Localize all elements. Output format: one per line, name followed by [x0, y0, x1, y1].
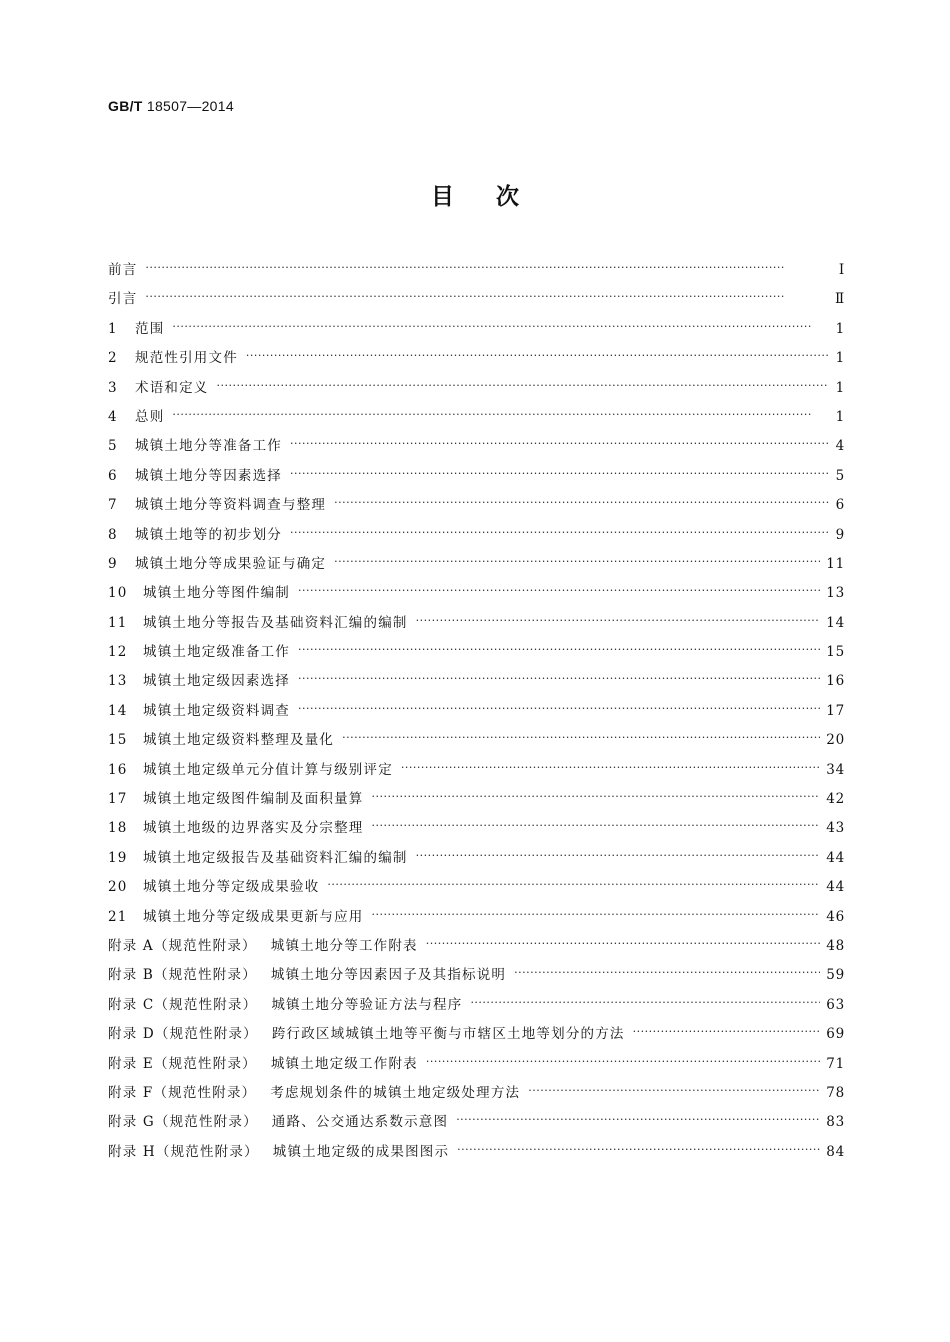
toc-entry-page: 63	[826, 996, 845, 1013]
toc-entry-number: 21	[108, 908, 128, 925]
toc-entry-page: 20	[826, 732, 845, 749]
toc-entry-label: 跨行政区域城镇土地等平衡与市辖区土地等划分的方法	[271, 1026, 625, 1043]
toc-entry-page: 59	[826, 967, 845, 984]
toc-entry-front[interactable]	[108, 285, 845, 314]
toc-leader-dots	[528, 1076, 820, 1105]
toc-entry-label: 城镇土地定级资料调查	[143, 702, 290, 719]
toc-entry-page: 84	[826, 1143, 845, 1160]
toc-entry-number: 11	[108, 614, 128, 631]
toc-entry-chapter[interactable]	[108, 432, 845, 461]
toc-leader-dots	[246, 341, 829, 370]
toc-leader-dots	[372, 900, 821, 929]
toc-entry-page: 83	[826, 1114, 845, 1131]
toc-entry-label: 引言	[108, 291, 138, 308]
toc-annex-tag: 附录 D（规范性附录）	[108, 1026, 258, 1043]
toc-entry-label: 城镇土地分等报告及基础资料汇编的编制	[143, 614, 408, 631]
toc-entry-number: 15	[108, 732, 128, 749]
toc-leader-dots	[416, 841, 821, 870]
toc-entry-page: 4	[835, 438, 845, 455]
toc-entry-label: 城镇土地分等工作附表	[270, 937, 418, 954]
toc-leader-dots	[342, 723, 820, 752]
toc-entry-annex[interactable]	[108, 1138, 845, 1167]
toc-leader-dots	[372, 782, 821, 811]
toc-entry-page: 1	[835, 408, 845, 425]
toc-entry-page: 43	[826, 820, 845, 837]
toc-entry-annex[interactable]	[108, 1108, 845, 1137]
toc-entry-chapter[interactable]	[108, 374, 845, 403]
toc-entry-label: 城镇土地定级因素选择	[143, 673, 290, 690]
toc-entry-chapter[interactable]	[108, 491, 845, 520]
toc-leader-dots	[334, 547, 820, 576]
toc-entry-label: 城镇土地定级单元分值计算与级别评定	[143, 761, 393, 778]
toc-entry-number: 4	[108, 408, 118, 425]
toc-entry-number: 1	[108, 320, 118, 337]
page-title: 目次	[431, 184, 561, 210]
toc-entry-label: 城镇土地定级工作附表	[270, 1055, 418, 1072]
toc-entry-label: 考虑规划条件的城镇土地定级处理方法	[270, 1084, 521, 1101]
toc-entry-chapter[interactable]	[108, 667, 845, 696]
toc-entry-annex[interactable]	[108, 1050, 845, 1079]
toc-entry-number: 18	[108, 820, 128, 837]
toc-leader-dots	[290, 518, 829, 547]
toc-entry-number: 8	[108, 526, 118, 543]
toc-entry-number: 13	[108, 673, 128, 690]
toc-leader-dots	[298, 576, 820, 605]
toc-entry-label: 城镇土地分等图件编制	[143, 585, 290, 602]
toc-entry-label: 总则	[135, 408, 165, 425]
toc-entry-page: 1	[835, 320, 845, 337]
toc-entry-annex[interactable]	[108, 932, 845, 961]
toc-leader-dots	[145, 253, 829, 282]
toc-entry-label: 通路、公交通达系数示意图	[271, 1114, 449, 1131]
toc-entry-chapter[interactable]	[108, 609, 845, 638]
toc-entry-chapter[interactable]	[108, 756, 845, 785]
toc-entry-page: 5	[835, 467, 845, 484]
toc-entry-label: 城镇土地定级图件编制及面积量算	[143, 791, 364, 808]
toc-leader-dots	[172, 400, 829, 429]
toc-leader-dots	[401, 753, 820, 782]
toc-leader-dots	[633, 1017, 821, 1046]
toc-entry-front[interactable]	[108, 256, 845, 285]
toc-entry-chapter[interactable]	[108, 697, 845, 726]
standard-number: 18507—2014	[146, 98, 234, 114]
toc-entry-page: 16	[826, 673, 845, 690]
toc-entry-label: 城镇土地分等因素选择	[135, 467, 282, 484]
toc-entry-page: 44	[826, 849, 845, 866]
toc-annex-tag: 附录 E（规范性附录）	[108, 1055, 257, 1072]
toc-entry-page: 78	[826, 1084, 845, 1101]
toc-leader-dots	[456, 1105, 820, 1134]
toc-entry-label: 城镇土地定级资料整理及量化	[143, 732, 335, 749]
toc-entry-chapter[interactable]	[108, 726, 845, 755]
toc-entry-label: 城镇土地分等成果验证与确定	[135, 555, 327, 572]
toc-entry-number: 9	[108, 555, 118, 572]
toc-annex-tag: 附录 A（规范性附录）	[108, 937, 257, 954]
toc-entry-chapter[interactable]	[108, 814, 845, 843]
toc-entry-label: 城镇土地定级报告及基础资料汇编的编制	[143, 849, 408, 866]
toc-entry-page: 71	[826, 1055, 845, 1072]
toc-entry-number: 5	[108, 438, 118, 455]
toc-entry-label: 城镇土地定级准备工作	[143, 644, 290, 661]
toc-entry-label: 城镇土地分等资料调查与整理	[135, 497, 327, 514]
toc-entry-annex[interactable]	[108, 1020, 845, 1049]
toc-entry-label: 城镇土地级的边界落实及分宗整理	[143, 820, 364, 837]
toc-entry-annex[interactable]	[108, 991, 845, 1020]
toc-leader-dots	[298, 664, 820, 693]
toc-entry-chapter[interactable]	[108, 873, 845, 902]
toc-entry-page: 13	[826, 585, 845, 602]
toc-entry-number: 19	[108, 849, 128, 866]
toc-entry-number: 7	[108, 497, 118, 514]
toc-leader-dots	[470, 988, 820, 1017]
toc-entry-number: 17	[108, 791, 128, 808]
toc-entry-label: 规范性引用文件	[135, 350, 238, 367]
toc-leader-dots	[327, 870, 820, 899]
toc-leader-dots	[217, 371, 830, 400]
toc-leader-dots	[514, 958, 820, 987]
toc-entry-chapter[interactable]	[108, 521, 845, 550]
toc-leader-dots	[426, 929, 820, 958]
toc-entry-label: 前言	[108, 262, 138, 278]
toc-annex-tag: 附录 G（规范性附录）	[108, 1114, 258, 1131]
toc-entry-page: 1	[835, 379, 845, 396]
toc-entry-page: 6	[835, 497, 845, 514]
toc-entry-page: 14	[826, 614, 845, 631]
toc-entry-label: 城镇土地分等验证方法与程序	[271, 996, 463, 1013]
toc-entry-label: 城镇土地等的初步划分	[135, 526, 282, 543]
toc-entry-chapter[interactable]	[108, 462, 845, 491]
toc-annex-tag: 附录 B（规范性附录）	[108, 967, 257, 984]
toc-entry-label: 城镇土地分等因素因子及其指标说明	[270, 967, 507, 984]
toc-entry-page: 46	[826, 908, 845, 925]
toc-entry-chapter[interactable]	[108, 344, 845, 373]
standard-prefix: GB/T	[108, 98, 143, 114]
toc-entry-label: 城镇土地分等定级成果更新与应用	[143, 908, 364, 925]
toc-annex-tag: 附录 C（规范性附录）	[108, 996, 258, 1013]
toc-entry-page: 34	[826, 761, 845, 778]
toc-entry-number: 6	[108, 467, 118, 484]
toc-leader-dots	[145, 282, 829, 311]
toc-leader-dots	[426, 1047, 820, 1076]
toc-entry-chapter[interactable]	[108, 579, 845, 608]
toc-entry-page: 17	[826, 702, 845, 719]
toc-leader-dots	[290, 459, 829, 488]
toc-entry-page: 69	[826, 1026, 845, 1043]
toc-entry-page: 1	[835, 350, 845, 367]
toc-entry-label: 城镇土地分等定级成果验收	[143, 879, 320, 896]
toc-leader-dots	[290, 429, 829, 458]
table-of-contents	[108, 256, 845, 1167]
toc-entry-annex[interactable]	[108, 961, 845, 990]
toc-leader-dots	[298, 635, 820, 664]
toc-entry-chapter[interactable]	[108, 403, 845, 432]
standard-code	[108, 98, 234, 114]
toc-entry-number: 16	[108, 761, 128, 778]
toc-entry-page: Ⅱ	[835, 291, 845, 308]
toc-leader-dots	[457, 1135, 820, 1164]
toc-entry-label: 城镇土地分等准备工作	[135, 438, 282, 455]
toc-entry-page: Ⅰ	[838, 262, 845, 278]
toc-entry-chapter[interactable]	[108, 785, 845, 814]
toc-entry-chapter[interactable]	[108, 550, 845, 579]
toc-entry-number: 10	[108, 585, 128, 602]
toc-leader-dots	[172, 312, 829, 341]
toc-entry-label: 术语和定义	[135, 379, 209, 396]
toc-entry-number: 2	[108, 350, 118, 367]
toc-entry-number: 3	[108, 379, 118, 396]
toc-entry-page: 48	[826, 937, 845, 954]
toc-entry-number: 14	[108, 702, 128, 719]
toc-entry-page: 11	[826, 555, 845, 572]
toc-entry-page: 44	[826, 879, 845, 896]
toc-entry-number: 12	[108, 644, 128, 661]
toc-entry-chapter[interactable]	[108, 903, 845, 932]
toc-entry-page: 15	[826, 644, 845, 661]
toc-entry-label: 范围	[135, 320, 165, 337]
toc-leader-dots	[372, 811, 821, 840]
toc-entry-annex[interactable]	[108, 1079, 845, 1108]
toc-entry-chapter[interactable]	[108, 315, 845, 344]
toc-entry-chapter[interactable]	[108, 844, 845, 873]
toc-leader-dots	[416, 606, 821, 635]
toc-entry-number: 20	[108, 879, 128, 896]
toc-annex-tag: 附录 H（规范性附录）	[108, 1143, 259, 1160]
toc-annex-tag: 附录 F（规范性附录）	[108, 1084, 257, 1101]
toc-entry-chapter[interactable]	[108, 638, 845, 667]
toc-entry-page: 9	[835, 526, 845, 543]
toc-leader-dots	[298, 694, 820, 723]
toc-leader-dots	[334, 488, 829, 517]
toc-entry-page: 42	[826, 791, 845, 808]
toc-entry-label: 城镇土地定级的成果图图示	[272, 1143, 450, 1160]
